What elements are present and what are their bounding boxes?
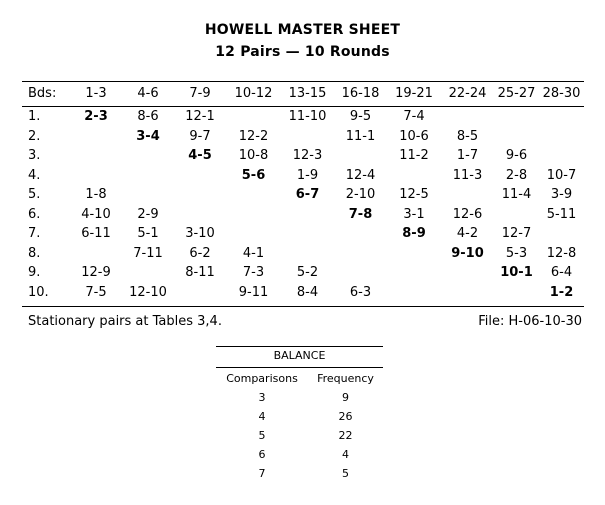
pairing-cell (174, 283, 226, 303)
pairing-cell (174, 166, 226, 186)
board-group-header: 1-3 (85, 85, 107, 101)
pairing-cell (494, 127, 539, 147)
pairing-cell: 8-6 (137, 109, 159, 125)
pairing-cell: 6-4 (550, 265, 573, 281)
balance-row (216, 407, 383, 426)
pairing-cell: 7-3 (242, 265, 265, 281)
pairing-cell: 6-11 (81, 226, 111, 242)
pairing-cell: 7-4 (403, 109, 425, 125)
pairing-cell: 5-3 (505, 245, 528, 261)
table-row (22, 244, 584, 264)
balance-body (216, 388, 383, 483)
pairing-cell (334, 146, 387, 166)
pairing-cell: 7-11 (133, 245, 163, 261)
round-number: 8. (28, 245, 41, 261)
balance-row (216, 445, 383, 464)
comparisons-value: 6 (258, 448, 266, 461)
pairing-cell: 9-11 (238, 284, 269, 300)
pairing-cell: 10-6 (399, 128, 429, 144)
frequency-value: 4 (342, 448, 349, 461)
pairing-cell: 11-10 (288, 109, 327, 125)
pairing-cell: 7-5 (85, 284, 107, 300)
pairing-cell: 12-10 (129, 284, 167, 300)
pairing-cell: 10-1 (500, 265, 533, 281)
board-group-header: 22-24 (448, 85, 487, 101)
file-name-label: File: H-06-10-30 (478, 314, 582, 329)
pairing-cell: 2-8 (505, 167, 528, 183)
board-group-header: 16-18 (341, 85, 380, 101)
pairing-cell (70, 127, 122, 147)
round-number: 3. (28, 148, 41, 164)
pairing-cell: 6-7 (295, 187, 320, 203)
pairing-cell: 9-6 (505, 148, 528, 164)
stationary-pairs-note: Stationary pairs at Tables 3,4. (28, 314, 222, 329)
table-top-rule (22, 81, 584, 82)
balance-title: BALANCE (273, 349, 326, 362)
pairing-cell: 4-10 (81, 206, 111, 222)
pairing-cell (334, 224, 387, 244)
pairing-cell (226, 224, 281, 244)
table-row (22, 146, 584, 166)
pairing-cell (122, 263, 174, 283)
pairing-cell (226, 185, 281, 205)
pairing-cell: 11-2 (399, 148, 429, 164)
pairing-cell (387, 283, 441, 303)
pairing-cell (174, 185, 226, 205)
boards-header-label: Bds: (28, 85, 57, 101)
balance-top-rule (216, 346, 383, 347)
pairing-cell: 2-10 (345, 187, 376, 203)
pairing-cell (281, 205, 334, 225)
pairing-cell: 12-6 (452, 206, 483, 222)
pairing-cell: 8-4 (296, 284, 319, 300)
table-row (22, 107, 584, 127)
board-group-header: 28-30 (542, 85, 581, 101)
pairing-cell: 5-11 (546, 206, 577, 222)
pairing-cell: 12-4 (345, 167, 376, 183)
pairing-cell: 11-3 (452, 167, 483, 183)
frequency-value: 22 (338, 429, 353, 442)
pairing-cell (122, 166, 174, 186)
pairing-cell: 2-3 (84, 109, 108, 125)
pairing-cell (70, 244, 122, 264)
pairing-cell: 8-5 (456, 128, 479, 144)
pairing-cell: 12-1 (185, 109, 215, 125)
pairing-cell: 12-2 (238, 128, 269, 144)
pairing-cell (441, 263, 494, 283)
balance-row (216, 426, 383, 445)
pairing-cell: 5-2 (296, 265, 319, 281)
table-row (22, 205, 584, 225)
table-row (22, 263, 584, 283)
balance-table (216, 369, 383, 483)
sheet-title: HOWELL MASTER SHEET (204, 22, 401, 38)
round-number: 10. (28, 284, 49, 300)
pairing-cell (226, 107, 281, 127)
table-row (22, 166, 584, 186)
pairing-cell (494, 283, 539, 303)
pairing-cell: 8-11 (185, 265, 215, 281)
pairing-cell (281, 224, 334, 244)
board-group-header: 7-9 (189, 85, 211, 101)
pairing-cell (281, 244, 334, 264)
howell-movement-table (22, 83, 584, 302)
comparisons-value: 7 (258, 467, 266, 480)
pairing-cell: 2-9 (137, 206, 159, 222)
pairing-cell (441, 185, 494, 205)
pairing-cell: 12-5 (399, 187, 429, 203)
balance-title-rule (216, 367, 383, 368)
comparisons-value: 4 (258, 410, 266, 423)
pairing-cell: 10-8 (238, 148, 269, 164)
pairing-cell: 1-7 (456, 148, 479, 164)
table-row (22, 283, 584, 303)
pairing-cell (539, 146, 584, 166)
board-group-header: 19-21 (395, 85, 433, 101)
pairing-cell: 3-9 (550, 187, 573, 203)
pairing-cell: 5-6 (241, 167, 266, 183)
pairing-cell (174, 205, 226, 225)
pairing-cell: 10-7 (546, 167, 577, 183)
pairing-cell (387, 244, 441, 264)
pairing-cell (334, 244, 387, 264)
pairing-cell: 4-2 (456, 226, 479, 242)
pairing-cell (122, 146, 174, 166)
frequency-header: Frequency (317, 372, 374, 385)
board-group-header: 25-27 (497, 85, 536, 101)
round-number: 1. (28, 109, 41, 125)
table-body (22, 103, 584, 302)
frequency-value: 5 (342, 467, 349, 480)
pairing-cell (70, 166, 122, 186)
balance-row (216, 464, 383, 483)
balance-row (216, 388, 383, 407)
pairing-cell: 1-8 (85, 187, 107, 203)
round-number: 6. (28, 206, 41, 222)
pairing-cell (122, 185, 174, 205)
pairing-cell: 12-3 (292, 148, 323, 164)
comparisons-value: 5 (258, 429, 266, 442)
comparisons-header: Comparisons (226, 372, 298, 385)
frequency-value: 26 (338, 410, 353, 423)
table-row (22, 127, 584, 147)
pairing-cell: 12-9 (81, 265, 111, 281)
pairing-cell: 4-1 (242, 245, 265, 261)
round-number: 7. (28, 226, 41, 242)
round-number: 4. (28, 167, 41, 183)
board-group-header: 13-15 (288, 85, 327, 101)
board-group-header: 4-6 (137, 85, 159, 101)
pairing-cell: 8-9 (402, 226, 426, 242)
pairing-cell: 9-10 (451, 245, 484, 261)
pairing-cell: 3-10 (185, 226, 215, 242)
pairing-cell: 9-7 (189, 128, 211, 144)
pairing-cell (334, 263, 387, 283)
balance-header-row (216, 369, 383, 388)
pairing-cell: 6-2 (189, 245, 211, 261)
comparisons-value: 3 (258, 391, 266, 404)
pairing-cell (387, 166, 441, 186)
table-row (22, 185, 584, 205)
pairing-cell: 11-4 (501, 187, 532, 203)
pairing-cell (539, 127, 584, 147)
pairing-cell (387, 263, 441, 283)
sheet-subtitle: 12 Pairs — 10 Rounds (215, 44, 390, 60)
pairing-cell: 4-5 (188, 148, 212, 164)
pairing-cell (281, 127, 334, 147)
round-number: 5. (28, 187, 41, 203)
table-header-row (22, 83, 584, 103)
pairing-cell: 9-5 (349, 109, 372, 125)
pairing-cell: 3-1 (403, 206, 425, 222)
pairing-cell (70, 146, 122, 166)
table-row (22, 224, 584, 244)
pairing-cell: 5-1 (137, 226, 159, 242)
pairing-cell: 1-2 (549, 284, 574, 300)
pairing-cell: 6-3 (349, 284, 372, 300)
pairing-cell: 7-8 (348, 206, 373, 222)
pairing-cell: 12-8 (546, 245, 577, 261)
pairing-cell (539, 107, 584, 127)
frequency-value: 9 (342, 391, 349, 404)
pairing-cell (441, 107, 494, 127)
pairing-cell (441, 283, 494, 303)
table-bottom-rule (22, 306, 584, 307)
pairing-cell: 1-9 (296, 167, 319, 183)
board-group-header: 10-12 (234, 85, 273, 101)
pairing-cell (539, 224, 584, 244)
round-number: 9. (28, 265, 41, 281)
pairing-cell (494, 205, 539, 225)
round-number: 2. (28, 128, 41, 144)
pairing-cell (494, 107, 539, 127)
pairing-cell: 11-1 (345, 128, 376, 144)
pairing-cell: 3-4 (136, 128, 160, 144)
pairing-cell: 12-7 (501, 226, 532, 242)
pairing-cell (226, 205, 281, 225)
